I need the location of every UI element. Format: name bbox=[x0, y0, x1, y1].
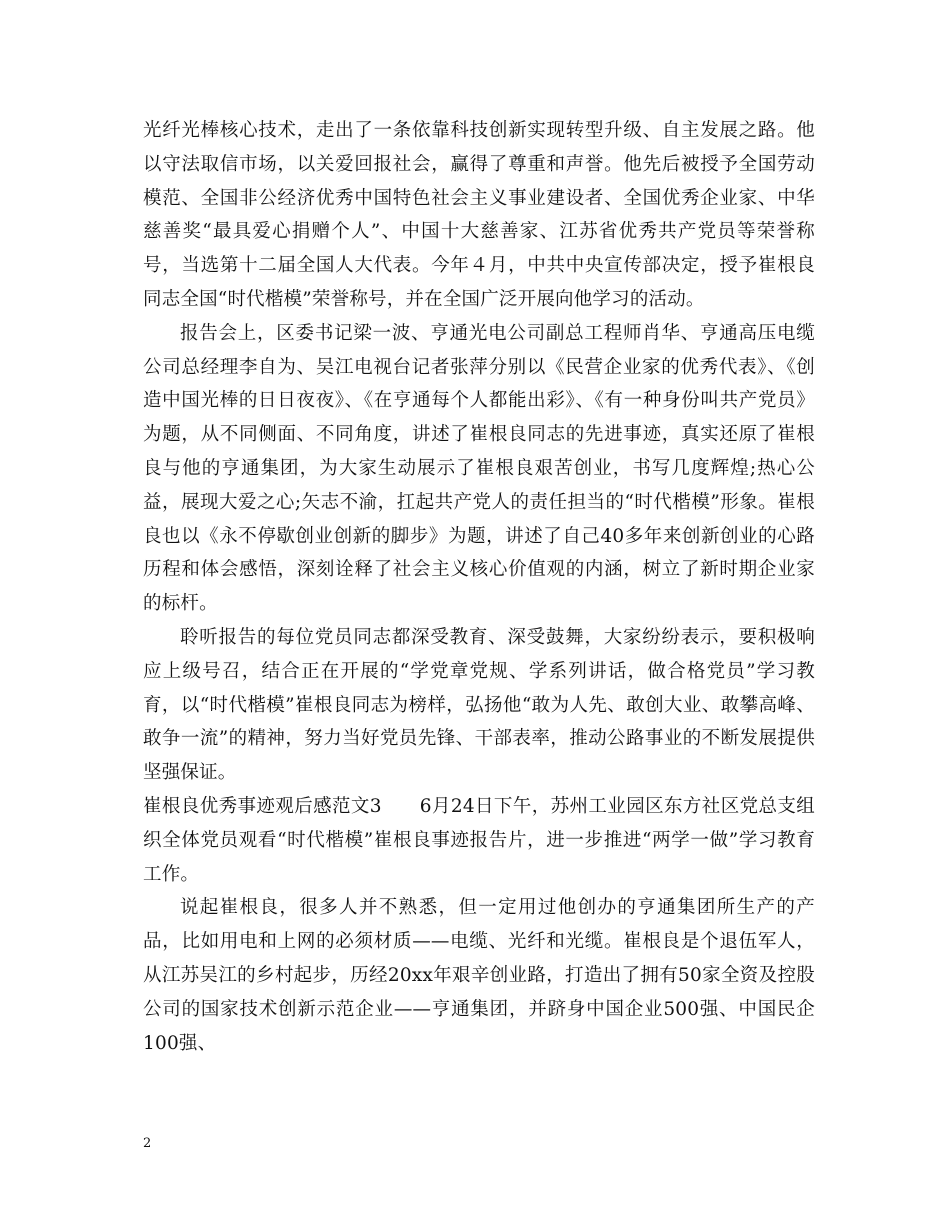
paragraph-1: 光纤光棒核心技术，走出了一条依靠科技创新实现转型升级、自主发展之路。他以守法取信市场，以关爱回报社会，赢得了尊重和声誉。他先后被授予全国劳动模范、全国非公经济优秀中国特色社会主义事业建设者、全国优秀企业家、中华慈善奖“最具爱心捐赠个人”、中国十大慈善家、江苏省优秀共产党员等荣誉称号，当选第十二届全国人大代表。今年４月，中共中央宣传部决定，授予崔根良同志全国“时代楷模”荣誉称号，并在全国广泛开展向他学习的活动。 bbox=[143, 120, 815, 310]
document-body bbox=[143, 114, 815, 1060]
page-number: 2 bbox=[143, 1136, 152, 1151]
paragraph-2: 报告会上，区委书记梁一波、亨通光电公司副总工程师肖华、亨通高压电缆公司总经理李自为、吴江电视台记者张萍分别以《民营企业家的优秀代表》、《创造中国光棒的日日夜夜》、《在亨通每个人都能出彩》、《有一种身份叫共产党员》为题，从不同侧面、不同角度，讲述了崔根良同志的先进事迹，真实还原了崔根良与他的亨通集团，为大家生动展示了崔根良艰苦创业，书写几度辉煌;热心公益，展现大爱之心;矢志不渝，扛起共产党人的责任担当的“时代楷模”形象。崔根良也以《永不停歇创业创新的脚步》为题，讲述了自己40多年来创新创业的心路历程和体会感悟，深刻诠释了社会主义核心价值观的内涵，树立了新时期企业家的标杆。 bbox=[143, 322, 815, 615]
paragraph-4-essay-heading: 崔根良优秀事迹观后感范文3 6月24日下午，苏州工业园区东方社区党总支组织全体党员观看“时代楷模”崔根良事迹报告片，进一步推进“两学一做”学习教育工作。 bbox=[143, 795, 815, 885]
paragraph-3: 聆听报告的每位党员同志都深受教育、深受鼓舞，大家纷纷表示，要积极响应上级号召，结合正在开展的“学党章党规、学系列讲话，做合格党员”学习教育，以“时代楷模”崔根良同志为榜样，弘扬他“敢为人先、敢创大业、敢攀高峰、敢争一流”的精神，努力当好党员先锋、干部表率，推动公路事业的不断发展提供坚强保证。 bbox=[143, 626, 815, 784]
paragraph-5: 说起崔根良，很多人并不熟悉，但一定用过他创办的亨通集团所生产的产品，比如用电和上网的必须材质——电缆、光纤和光缆。崔根良是个退伍军人，从江苏吴江的乡村起步，历经20xx年艰辛创业路，打造出了拥有50家全资及控股公司的国家技术创新示范企业——亨通集团，并跻身中国企业500强、中国民企100强、 bbox=[143, 897, 815, 1054]
